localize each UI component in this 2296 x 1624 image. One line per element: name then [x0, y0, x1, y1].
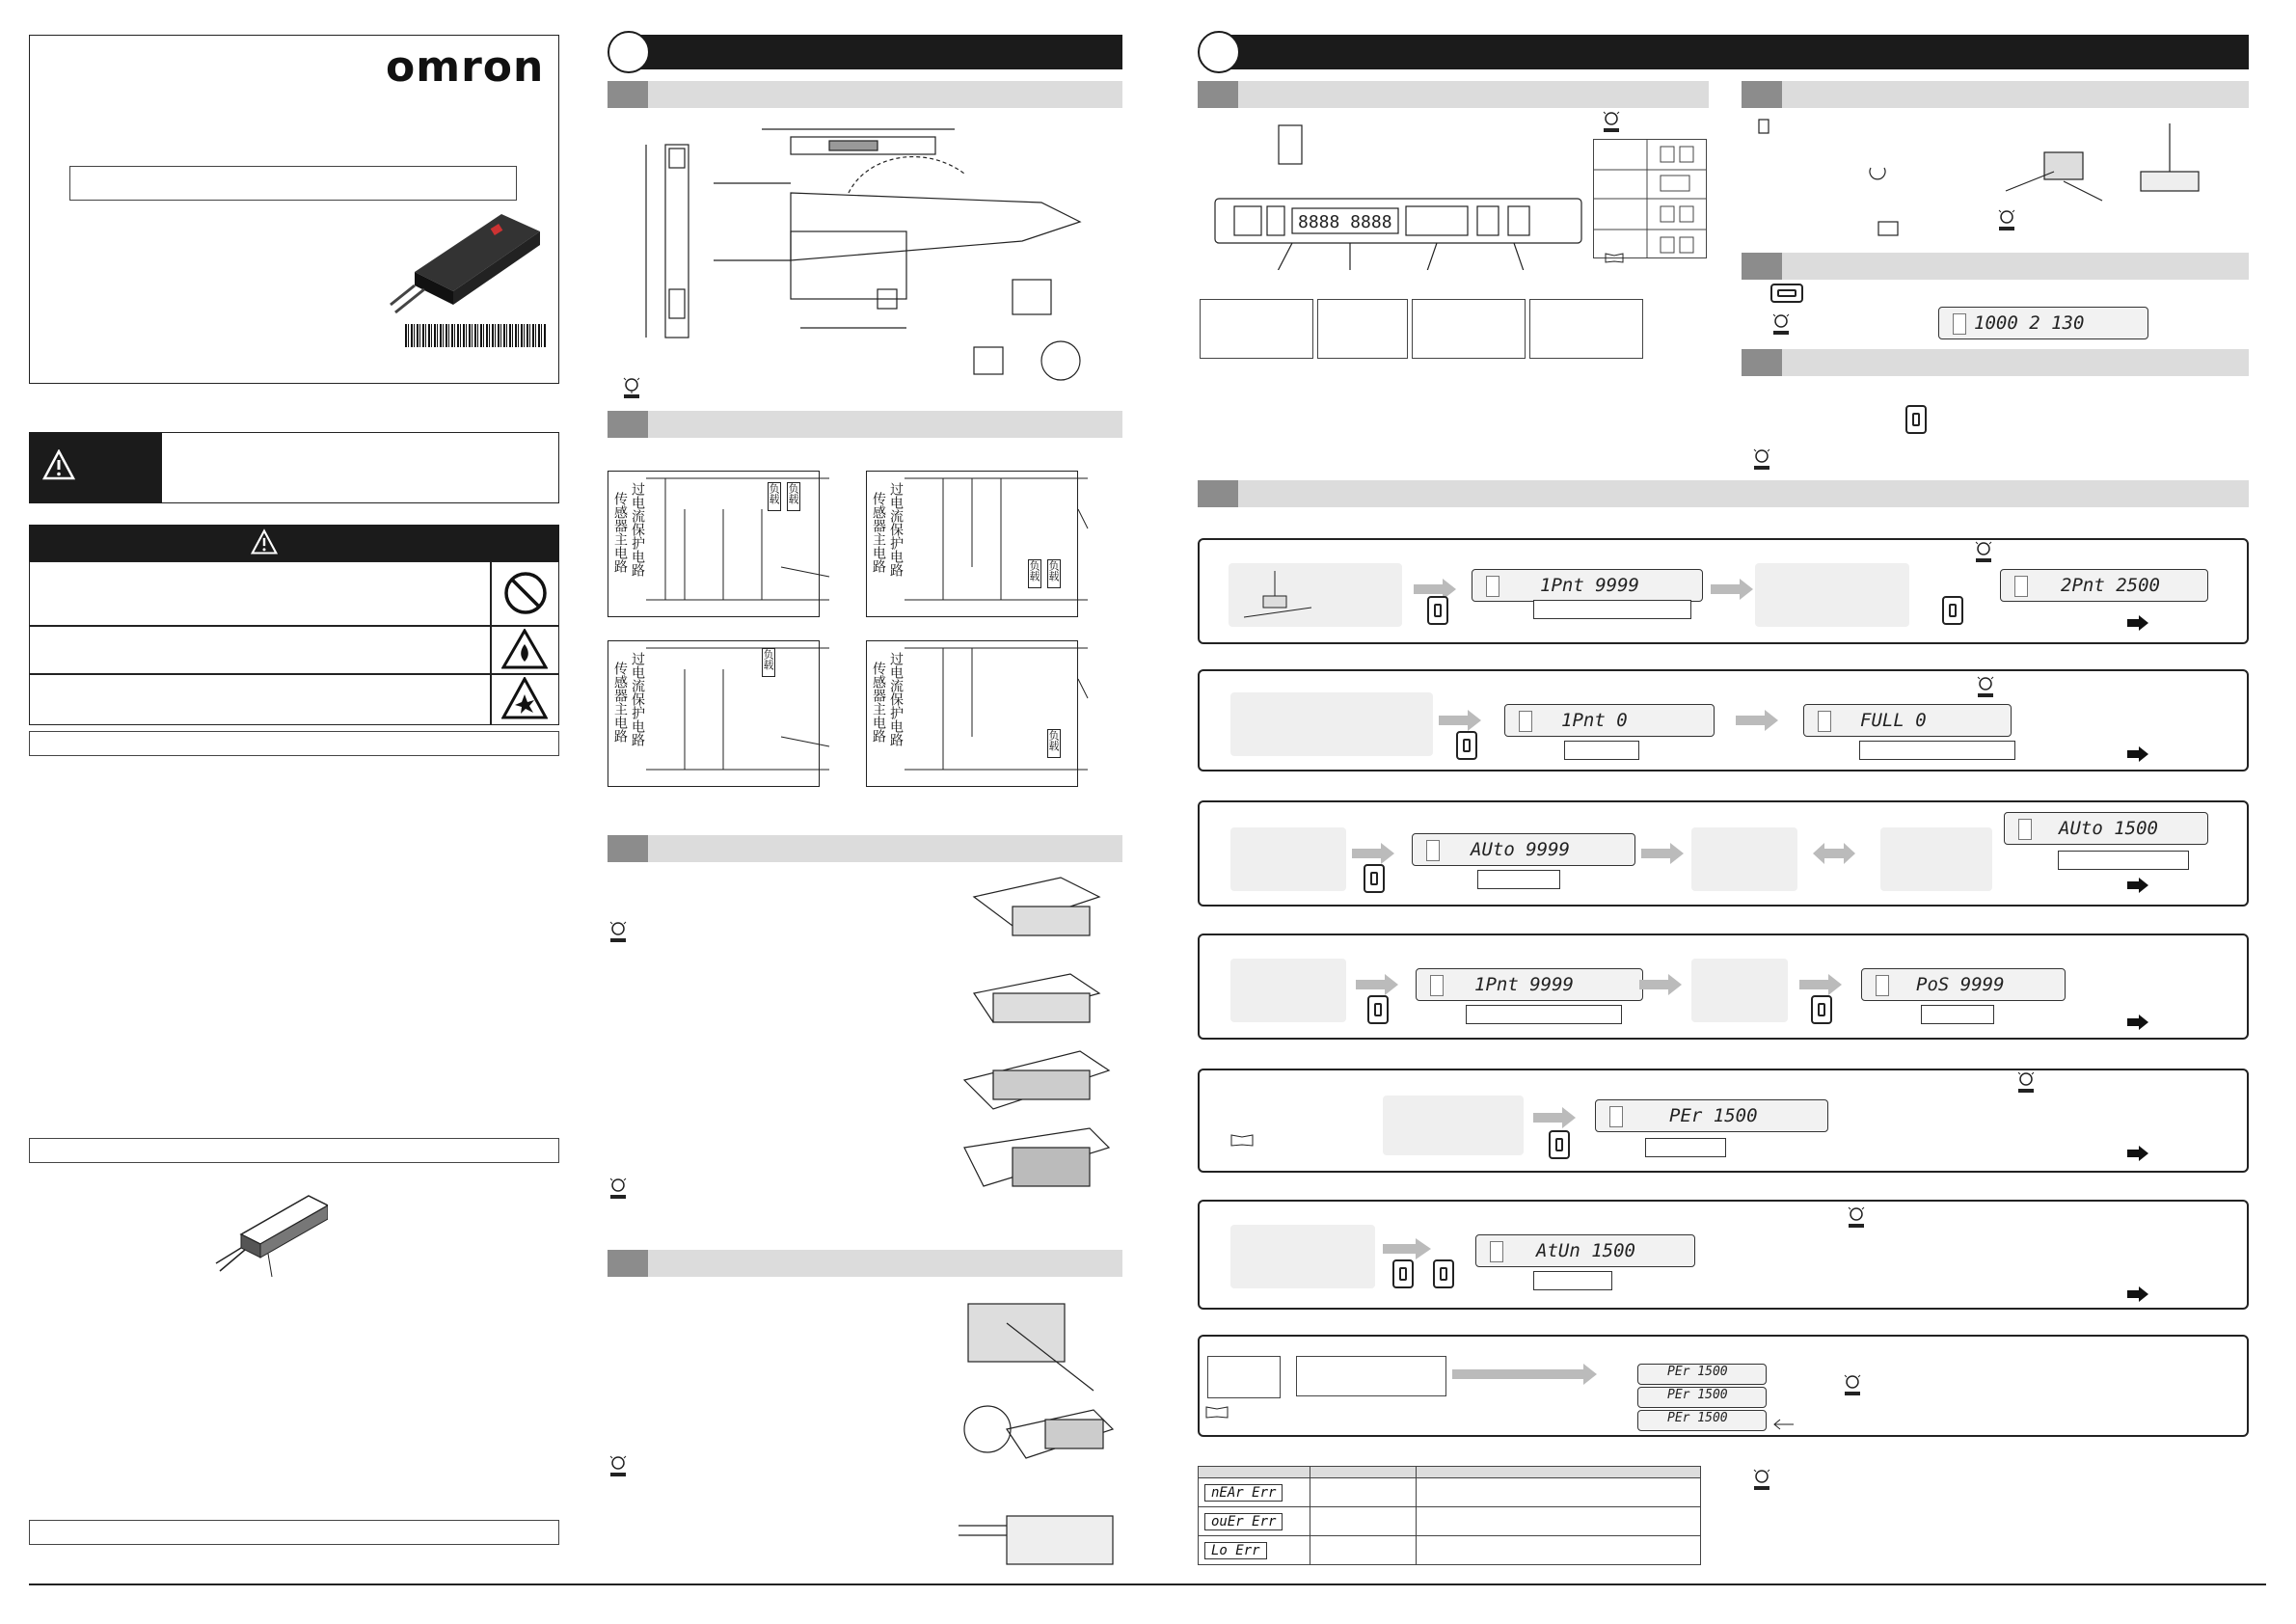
fiber-illustrations	[949, 1285, 1122, 1574]
panel-4-label-b	[1921, 1005, 1994, 1024]
panel-2-lcd-b-text: FULL 0	[1860, 710, 1927, 731]
circuit-1-main: 传感器主电路	[612, 492, 628, 573]
flow-arrow	[1383, 1238, 1425, 1259]
label-box-1	[1200, 299, 1313, 359]
check-icon	[2015, 1070, 2037, 1094]
table-row	[1199, 1507, 1701, 1536]
model-box	[69, 166, 517, 201]
lcd-seg	[2018, 819, 2032, 840]
next-arrow	[2127, 615, 2148, 631]
flow-arrow	[1736, 710, 1778, 731]
flow-arrow	[1352, 843, 1394, 864]
check-icon	[1842, 1373, 1863, 1396]
section-1-header	[627, 35, 1122, 69]
set-button[interactable]	[1364, 864, 1385, 893]
panel-6-lcd-a-text: AtUn 1500	[1536, 1240, 1635, 1261]
panel-3-lcd-a-text: AUto 9999	[1471, 839, 1570, 860]
flow-arrow	[1641, 843, 1684, 864]
lcd-seg	[1818, 711, 1831, 732]
error-table	[1198, 1466, 1701, 1565]
circuits-header-tab	[608, 411, 648, 438]
lcd-seg	[2014, 576, 2028, 597]
panel-7-lcd-b	[1637, 1387, 1767, 1408]
function-header-tab	[1742, 349, 1782, 376]
error-code: ouEr Err	[1204, 1513, 1283, 1530]
dimensions-header	[608, 81, 1122, 108]
panel-3-photo-a	[1230, 827, 1346, 891]
caution-body	[29, 561, 559, 725]
caution-triangle-icon	[251, 528, 278, 555]
svg-text:8888 8888: 8888 8888	[1298, 212, 1392, 232]
panel-2-photo	[1230, 692, 1433, 756]
flow-arrow	[1639, 974, 1682, 995]
panel-7-lcd-a	[1637, 1364, 1767, 1385]
panel-2-label-b	[1859, 741, 2015, 760]
section-2-circle	[1198, 31, 1240, 73]
set-button[interactable]	[1367, 995, 1389, 1024]
pointer-arrow	[1772, 1416, 1794, 1431]
panel-7-lcd-a-text: PEr 1500	[1667, 1365, 1728, 1379]
product-photo	[386, 204, 550, 320]
lcd-seg	[1490, 1241, 1503, 1262]
mode-table-row-lines	[1593, 139, 1707, 258]
label-box-4	[1529, 299, 1643, 359]
lcd-seg	[1609, 1106, 1623, 1127]
note-box-1	[29, 731, 559, 756]
panel-3-photo-b	[1691, 827, 1797, 891]
panel-4-lcd-a	[1416, 968, 1643, 1001]
next-arrow	[2127, 1146, 2148, 1161]
panel-4-lcd-b-text: PoS 9999	[1916, 974, 2005, 995]
circuit-2-load-b: 负载	[1047, 559, 1061, 588]
panel-7-lcd-c	[1637, 1410, 1767, 1431]
panel-2-label-a	[1564, 741, 1639, 760]
lcd-seg	[1430, 975, 1444, 996]
circuit-2-overcurrent: 过电流保护电路	[888, 482, 904, 577]
check-icon	[1846, 1205, 1867, 1229]
panel-7-box-a	[1207, 1356, 1281, 1398]
next-arrow	[2127, 746, 2148, 762]
table-row	[1199, 1536, 1701, 1565]
circuit-1-load-a: 负载	[768, 482, 781, 511]
set-button[interactable]	[1456, 731, 1477, 760]
flow-arrow	[1799, 974, 1842, 995]
book-icon	[1230, 1132, 1254, 1146]
next-arrow	[2127, 878, 2148, 893]
circuit-3-overcurrent: 过电流保护电路	[630, 652, 645, 746]
teaching-header	[1198, 480, 2249, 507]
function-button[interactable]	[1905, 405, 1927, 434]
panel-2-lcd-b	[1803, 704, 2012, 737]
panel-4-photo-a	[1230, 959, 1346, 1022]
display-button[interactable]	[1770, 284, 1803, 303]
circuits-header	[608, 411, 1122, 438]
flow-arrow-bidirectional	[1813, 843, 1855, 864]
book-icon	[1605, 249, 1624, 260]
check-icon	[608, 1177, 629, 1200]
panel-6-label-a	[1533, 1271, 1612, 1290]
teaching-header-tab	[1198, 480, 1238, 507]
label-box-3	[1412, 299, 1526, 359]
dimension-drawing	[617, 116, 1119, 395]
dimensions-header-tab	[608, 81, 648, 108]
barcode	[405, 324, 546, 347]
prohibition-icon	[503, 571, 548, 615]
brand-logo: omron	[386, 42, 545, 92]
panel-3-lcd-a	[1412, 833, 1635, 866]
mounting-illustrations	[955, 868, 1119, 1215]
set-button[interactable]	[1392, 1259, 1414, 1288]
panel-7-box-b	[1296, 1356, 1446, 1396]
note-box-3	[29, 1520, 559, 1545]
caution-icon-column	[490, 561, 492, 725]
check-icon	[608, 920, 629, 943]
next-arrow	[2127, 1286, 2148, 1302]
circuit-4-load-a: 负载	[1047, 729, 1061, 758]
sensor-sketch	[212, 1186, 328, 1279]
panel-1-photo-b	[1755, 563, 1909, 627]
warning-triangle-icon	[42, 449, 75, 480]
check-icon	[621, 376, 642, 399]
set-button[interactable]	[1811, 995, 1832, 1024]
flow-arrow	[1439, 710, 1481, 731]
panel-4-lcd-a-text: 1Pnt 9999	[1474, 974, 1574, 995]
mode-button[interactable]	[1433, 1259, 1454, 1288]
mounting-header	[608, 835, 1122, 862]
lcd-seg	[1876, 975, 1889, 996]
part-names-header	[1198, 81, 1709, 108]
circuit-3-load-a: 负载	[762, 648, 775, 677]
check-icon	[1996, 208, 2017, 231]
panel-6-photo	[1230, 1225, 1375, 1288]
check-icon	[608, 1454, 629, 1477]
flow-arrow	[1356, 974, 1398, 995]
status-lcd	[1938, 307, 2148, 339]
panel-1-lcd-a	[1472, 569, 1703, 602]
explosion-icon	[501, 677, 548, 719]
circuit-4-overcurrent: 过电流保护电路	[888, 652, 904, 746]
circuit-4-wiring	[905, 640, 1097, 787]
part-names-header-tab	[1198, 81, 1238, 108]
fiber-header-tab	[608, 1250, 648, 1277]
section-1-circle	[608, 31, 650, 73]
check-icon	[1770, 312, 1792, 336]
lcd-seg	[1426, 840, 1440, 861]
panel-2-lcd-a-text: 1Pnt 0	[1561, 710, 1628, 731]
panel-5-lcd-a	[1595, 1099, 1828, 1132]
sensing-header	[1742, 81, 2249, 108]
circuit-3-main: 传感器主电路	[612, 662, 628, 743]
circuit-1-load-b: 负载	[787, 482, 800, 511]
panel-1-label-a	[1533, 600, 1691, 619]
circuit-1-wiring	[646, 471, 839, 617]
panel-2-lcd-a	[1504, 704, 1715, 737]
caution-divider-1	[29, 625, 559, 627]
panel-3-label-b	[2058, 851, 2189, 870]
flow-arrow-long	[1452, 1364, 1597, 1385]
panel-3-lcd-b-text: AUto 1500	[2059, 818, 2158, 839]
circuit-3-wiring	[646, 640, 839, 787]
amplifier-panel-drawing	[1205, 106, 1591, 270]
check-icon	[1601, 110, 1622, 133]
fire-icon	[501, 629, 548, 669]
panel-4-lcd-b	[1861, 968, 2066, 1001]
status-display-value: 1000 2 130	[1974, 312, 2085, 334]
flow-arrow	[1711, 579, 1753, 600]
display-header	[1742, 253, 2249, 280]
caution-divider-2	[29, 673, 559, 675]
check-icon	[1973, 540, 1994, 563]
panel-4-photo-b	[1691, 959, 1788, 1022]
next-arrow	[2127, 1015, 2148, 1030]
section-2-header	[1217, 35, 2249, 69]
panel-7-lcd-b-text: PEr 1500	[1667, 1388, 1728, 1402]
table-row	[1199, 1478, 1701, 1507]
check-icon	[1975, 675, 1996, 698]
circuit-1-overcurrent: 过电流保护电路	[630, 482, 645, 577]
panel-5-photo	[1383, 1096, 1524, 1155]
book-icon	[1205, 1404, 1229, 1418]
panel-1-lcd-b-text: 2Pnt 2500	[2061, 575, 2160, 596]
flow-arrow	[1533, 1107, 1576, 1128]
circuit-4-main: 传感器主电路	[871, 662, 886, 743]
error-table-header	[1199, 1467, 1701, 1478]
panel-3-lcd-b	[2004, 812, 2208, 845]
panel-6-lcd-a	[1475, 1234, 1695, 1267]
lcd-seg	[1953, 313, 1966, 335]
circuit-2-main: 传感器主电路	[871, 492, 886, 573]
display-header-tab	[1742, 253, 1782, 280]
note-box-2	[29, 1138, 559, 1163]
set-button[interactable]	[1942, 596, 1963, 625]
panel-1-lcd-b	[2000, 569, 2208, 602]
caution-header	[29, 525, 559, 561]
set-button[interactable]	[1427, 596, 1448, 625]
footer-rule	[29, 1583, 2266, 1585]
fiber-header	[608, 1250, 1122, 1277]
check-icon	[1751, 1468, 1772, 1491]
lcd-seg	[1519, 711, 1532, 732]
set-button[interactable]	[1549, 1130, 1570, 1159]
panel-4-label-a	[1466, 1005, 1622, 1024]
mounting-header-tab	[608, 835, 648, 862]
function-header	[1742, 349, 2249, 376]
check-icon	[1751, 447, 1772, 471]
sensing-header-tab	[1742, 81, 1782, 108]
error-code: nEAr Err	[1204, 1484, 1283, 1502]
panel-5-lcd-a-text: PEr 1500	[1669, 1105, 1758, 1126]
panel-3-photo-c	[1880, 827, 1992, 891]
circuit-2-load-a: 负载	[1028, 559, 1041, 588]
panel-5-label-a	[1645, 1138, 1726, 1157]
error-code: Lo Err	[1204, 1542, 1267, 1559]
panel-1-target-icon	[1244, 569, 1321, 623]
panel-7-lcd-c-text: PEr 1500	[1667, 1411, 1728, 1425]
panel-1-lcd-a-text: 1Pnt 9999	[1540, 575, 1639, 596]
panel-3-label-a	[1477, 870, 1560, 889]
label-box-2	[1317, 299, 1408, 359]
lcd-seg	[1486, 576, 1499, 597]
circuit-2-wiring	[905, 471, 1097, 617]
